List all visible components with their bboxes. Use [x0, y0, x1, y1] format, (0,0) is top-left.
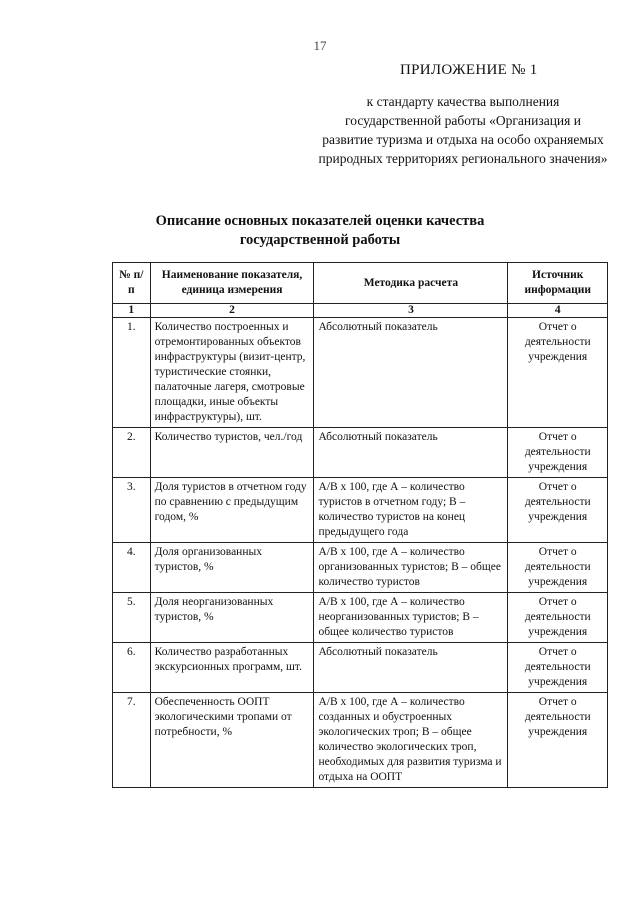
indicator-name: Количество построенных и отремонтированных объектов инфраструктуры (визит-центр, туристические стоянки, палаточные лагеря, смотровые площадки, иные объекты инфраструктуры), шт. — [150, 318, 314, 428]
information-source: Отчет о деятельности учреждения — [508, 543, 608, 593]
indicator-name: Доля туристов в отчетном году по сравнению с предыдущим годом, % — [150, 478, 314, 543]
header-information-source: Источник информации — [508, 263, 608, 304]
table-row — [113, 318, 608, 428]
indicator-name: Количество туристов, чел./год — [150, 428, 314, 478]
header-indicator-name: Наименование показателя, единица измерения — [150, 263, 314, 304]
calculation-method: А/В х 100, где А – количество организованных туристов; В – общее количество туристов — [314, 543, 508, 593]
row-number: 6. — [113, 643, 151, 693]
row-number: 5. — [113, 593, 151, 643]
row-number: 2. — [113, 428, 151, 478]
information-source: Отчет о деятельности учреждения — [508, 428, 608, 478]
table-row — [113, 593, 608, 643]
information-source: Отчет о деятельности учреждения — [508, 478, 608, 543]
table-header-row — [113, 263, 608, 304]
page-number: 17 — [313, 38, 327, 53]
row-number: 1. — [113, 318, 151, 428]
calculation-method: Абсолютный показатель — [314, 643, 508, 693]
calculation-method: А/В х 100, где А – количество созданных и обустроенных экологических троп; В – общее количество экологических троп, необходимых для развития туризма и отдыха на ООПТ — [314, 693, 508, 788]
table-row — [113, 643, 608, 693]
table-row — [113, 428, 608, 478]
column-number: 1 — [113, 304, 151, 318]
information-source: Отчет о деятельности учреждения — [508, 693, 608, 788]
column-number: 3 — [314, 304, 508, 318]
table-row — [113, 543, 608, 593]
information-source: Отчет о деятельности учреждения — [508, 593, 608, 643]
row-number: 3. — [113, 478, 151, 543]
information-source: Отчет о деятельности учреждения — [508, 318, 608, 428]
indicator-name: Доля неорганизованных туристов, % — [150, 593, 314, 643]
table-row — [113, 693, 608, 788]
appendix-title: ПРИЛОЖЕНИЕ № 1 — [400, 62, 538, 78]
indicator-name: Количество разработанных экскурсионных программ, шт. — [150, 643, 314, 693]
calculation-method: А/В х 100, где А – количество неорганизованных туристов; В – общее количество туристов — [314, 593, 508, 643]
header-number: № п/п — [113, 263, 151, 304]
information-source: Отчет о деятельности учреждения — [508, 643, 608, 693]
calculation-method: Абсолютный показатель — [314, 428, 508, 478]
column-number: 4 — [508, 304, 608, 318]
calculation-method: А/В х 100, где А – количество туристов в отчетном году; В – количество туристов на конец предыдущего года — [314, 478, 508, 543]
row-number: 4. — [113, 543, 151, 593]
indicators-table — [112, 262, 608, 788]
table-row — [113, 478, 608, 543]
document-heading: Описание основных показателей оценки качества государственной работы — [155, 213, 485, 248]
calculation-method: Абсолютный показатель — [314, 318, 508, 428]
header-calculation-method: Методика расчета — [314, 263, 508, 304]
column-number-row — [113, 304, 608, 318]
column-number: 2 — [150, 304, 314, 318]
indicator-name: Доля организованных туристов, % — [150, 543, 314, 593]
row-number: 7. — [113, 693, 151, 788]
appendix-subtitle: к стандарту качества выполнения государственной работы «Организация и развитие туризма и отдыха на особо охраняемых природных территориях регионального значения» — [318, 94, 608, 166]
indicator-name: Обеспеченность ООПТ экологическими тропами от потребности, % — [150, 693, 314, 788]
